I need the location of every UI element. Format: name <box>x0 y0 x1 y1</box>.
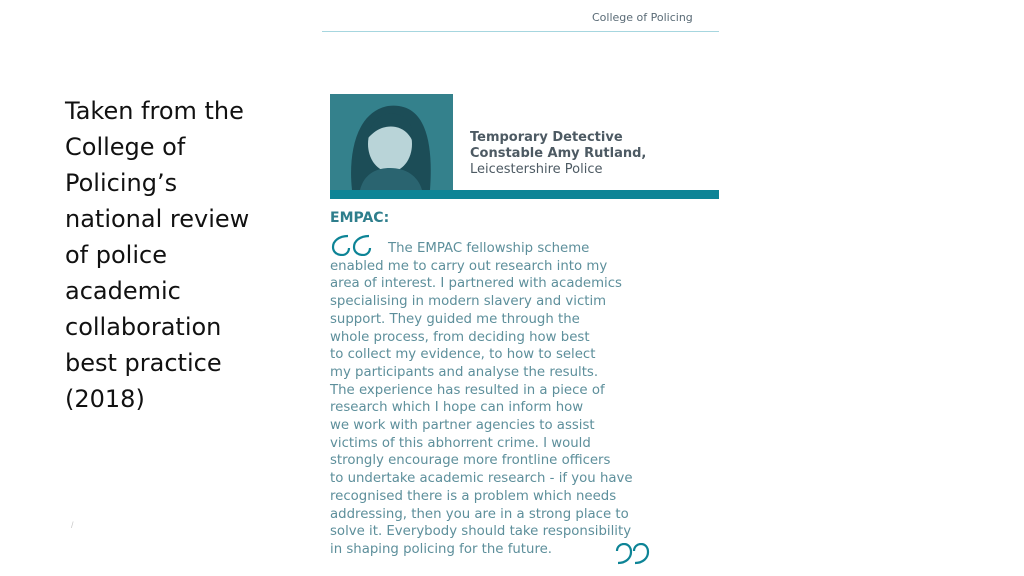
caption-line: collaboration <box>65 313 222 341</box>
quote-line: specialising in modern slavery and victim <box>330 294 607 310</box>
quote-line: The EMPAC fellowship scheme <box>388 241 590 256</box>
quote-line: victims of this abhorrent crime. I would <box>330 435 591 451</box>
caption-line: College of <box>65 133 186 161</box>
quote-line: support. They guided me through the <box>330 311 580 327</box>
quote-line: The experience has resulted in a piece of <box>330 382 605 398</box>
slide-mark: / <box>71 520 74 530</box>
caption-line: Taken from the <box>65 97 244 125</box>
quote-line: solve it. Everybody should take responsibility <box>330 524 632 540</box>
quote-line: addressing, then you are in a strong place to <box>330 506 629 522</box>
quote-line: area of interest. I partnered with academics <box>330 276 622 292</box>
caption-line: national review <box>65 205 250 233</box>
close-quote-icon <box>615 543 651 565</box>
quote-text <box>330 240 710 559</box>
caption-line: best practice <box>65 349 222 377</box>
quote-line: my participants and analyse the results. <box>330 364 599 380</box>
quote-line: to collect my evidence, to how to select <box>330 347 596 363</box>
profile-photo <box>330 94 453 190</box>
profile-accent-bar <box>330 190 719 199</box>
caption-line: of police <box>65 241 167 269</box>
caption-line: academic <box>65 277 181 305</box>
quote-line: enabled me to carry out research into my <box>330 258 608 274</box>
section-title: EMPAC: <box>330 210 390 226</box>
profile-organisation: Leicestershire Police <box>470 162 603 177</box>
quote-line: whole process, from deciding how best <box>330 329 590 345</box>
profile-name-block <box>470 130 710 178</box>
slide-caption <box>65 93 280 417</box>
profile-title-line: Temporary Detective <box>470 130 623 145</box>
quote-line: strongly encourage more frontline officers <box>330 453 611 469</box>
document-header: College of Policing <box>592 11 693 24</box>
quote-line: research which I hope can inform how <box>330 400 584 416</box>
document-excerpt-image <box>322 0 719 576</box>
quote-line: to undertake academic research - if you have <box>330 471 633 487</box>
profile-title-line: Constable Amy Rutland, <box>470 146 647 161</box>
quote-line: recognised there is a problem which needs <box>330 488 617 504</box>
header-divider <box>322 31 719 32</box>
caption-line: (2018) <box>65 385 145 413</box>
portrait-graphic <box>330 94 453 190</box>
caption-line: Policing’s <box>65 169 178 197</box>
quote-line: we work with partner agencies to assist <box>330 418 595 434</box>
quote-line: in shaping policing for the future. <box>330 541 553 557</box>
